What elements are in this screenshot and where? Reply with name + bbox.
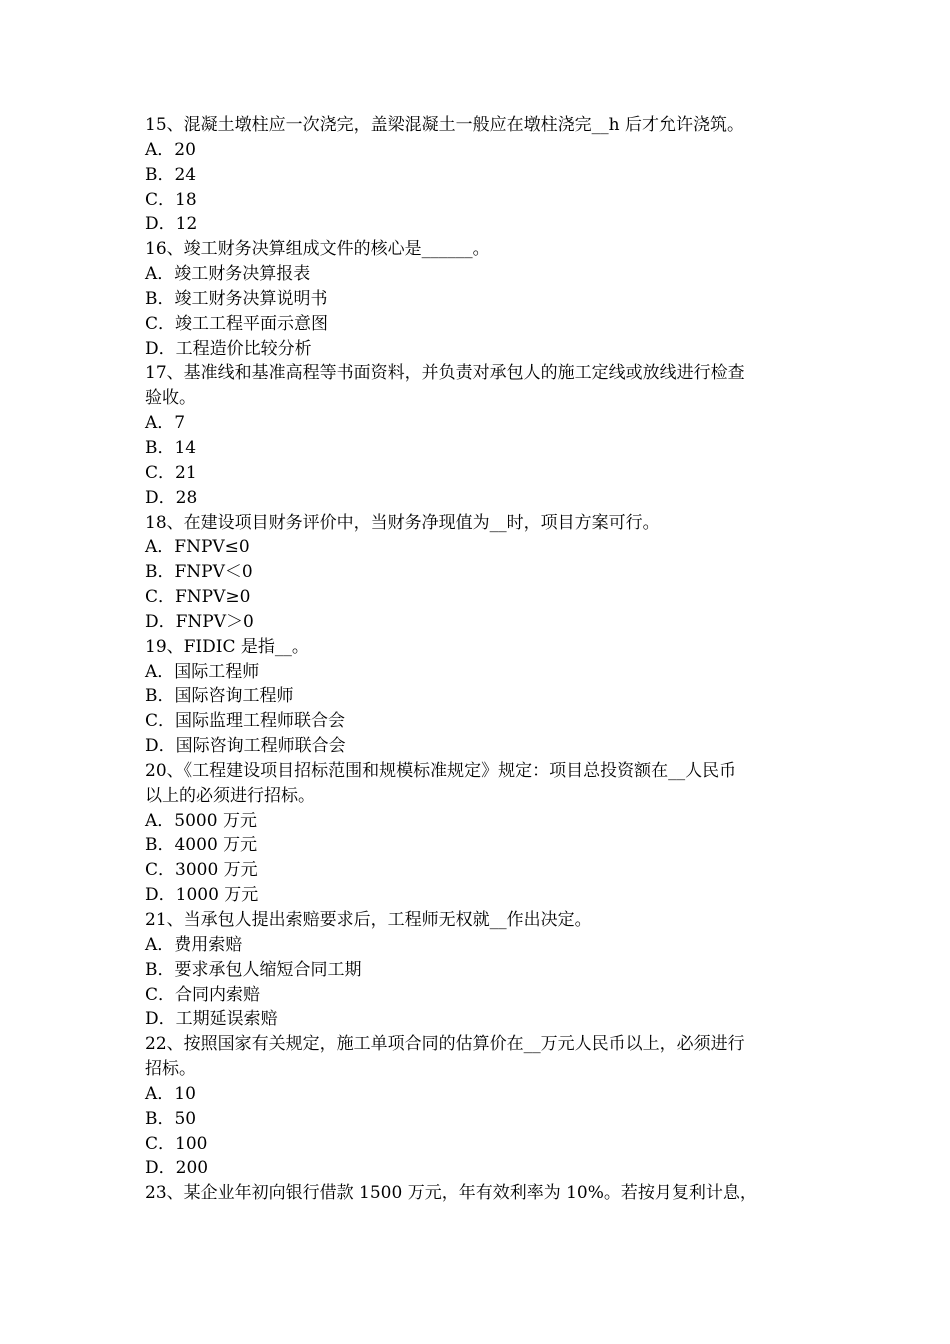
answer-option: D．FNPV＞0 — [145, 611, 254, 632]
answer-option: A．费用索赔 — [145, 934, 243, 955]
question-block — [145, 113, 815, 237]
answer-option: A．竣工财务决算报表 — [145, 264, 311, 285]
question-block — [145, 908, 815, 1032]
question-block — [145, 635, 815, 759]
answer-option: B．国际咨询工程师 — [145, 686, 294, 707]
answer-option: B．50 — [145, 1108, 197, 1129]
answer-option: A．FNPV≤0 — [145, 537, 250, 558]
answer-option: D．28 — [145, 487, 198, 508]
question-stem: 22、按照国家有关规定，施工单项合同的估算价在__万元人民币以上，必须进行 — [145, 1034, 745, 1055]
answer-option: B．24 — [145, 164, 197, 185]
answer-option: D．200 — [145, 1158, 209, 1179]
answer-option: D．1000 万元 — [145, 885, 259, 906]
answer-option: B．4000 万元 — [145, 835, 258, 856]
answer-option: C．100 — [145, 1133, 208, 1154]
question-block — [145, 511, 815, 635]
question-stem: 20、《工程建设项目招标范围和规模标准规定》规定：项目总投资额在__人民币 — [145, 760, 737, 781]
question-stem: 招标。 — [145, 1059, 196, 1080]
answer-option: A．7 — [145, 413, 186, 434]
question-stem: 15、混凝土墩柱应一次浇完，盖梁混凝土一般应在墩柱浇完__h 后才允许浇筑。 — [145, 115, 744, 135]
answer-option: A．10 — [145, 1083, 196, 1104]
answer-option: D．工期延误索赔 — [145, 1009, 278, 1030]
answer-option: C．国际监理工程师联合会 — [145, 711, 346, 732]
question-stem: 23、某企业年初向银行借款 1500 万元，年有效利率为 10%。若按月复利计息， — [145, 1183, 757, 1204]
answer-option: C．竣工工程平面示意图 — [145, 313, 329, 334]
answer-option: A．5000 万元 — [145, 810, 257, 831]
question-block — [145, 237, 815, 361]
question-stem: 16、竣工财务决算组成文件的核心是______。 — [145, 239, 490, 260]
question-block — [145, 1181, 815, 1206]
answer-option: B．要求承包人缩短合同工期 — [145, 959, 362, 980]
answer-option: D．工程造价比较分析 — [145, 338, 312, 359]
question-stem: 18、在建设项目财务评价中，当财务净现值为__时，项目方案可行。 — [145, 512, 660, 533]
question-block — [145, 759, 815, 908]
question-list — [145, 113, 815, 1206]
answer-option: C．18 — [145, 189, 197, 210]
question-stem: 以上的必须进行招标。 — [145, 785, 315, 806]
answer-option: B．14 — [145, 437, 197, 458]
answer-option: B．竣工财务决算说明书 — [145, 288, 328, 309]
question-block — [145, 1032, 815, 1181]
answer-option: B．FNPV＜0 — [145, 562, 253, 583]
answer-option: C．FNPV≥0 — [145, 587, 251, 608]
question-block — [145, 361, 815, 510]
question-stem: 17、基准线和基准高程等书面资料，并负责对承包人的施工定线或放线进行检查 — [145, 363, 745, 384]
answer-option: C．3000 万元 — [145, 860, 258, 881]
question-stem: 21、当承包人提出索赔要求后，工程师无权就__作出决定。 — [145, 910, 592, 930]
answer-option: A．国际工程师 — [145, 661, 260, 682]
answer-option: D．国际咨询工程师联合会 — [145, 736, 346, 757]
question-stem: 19、FIDIC 是指__。 — [145, 636, 309, 657]
question-stem: 验收。 — [145, 388, 196, 409]
answer-option: C．合同内索赔 — [145, 984, 261, 1005]
answer-option: A．20 — [145, 139, 196, 160]
answer-option: C．21 — [145, 462, 197, 483]
answer-option: D．12 — [145, 214, 198, 235]
